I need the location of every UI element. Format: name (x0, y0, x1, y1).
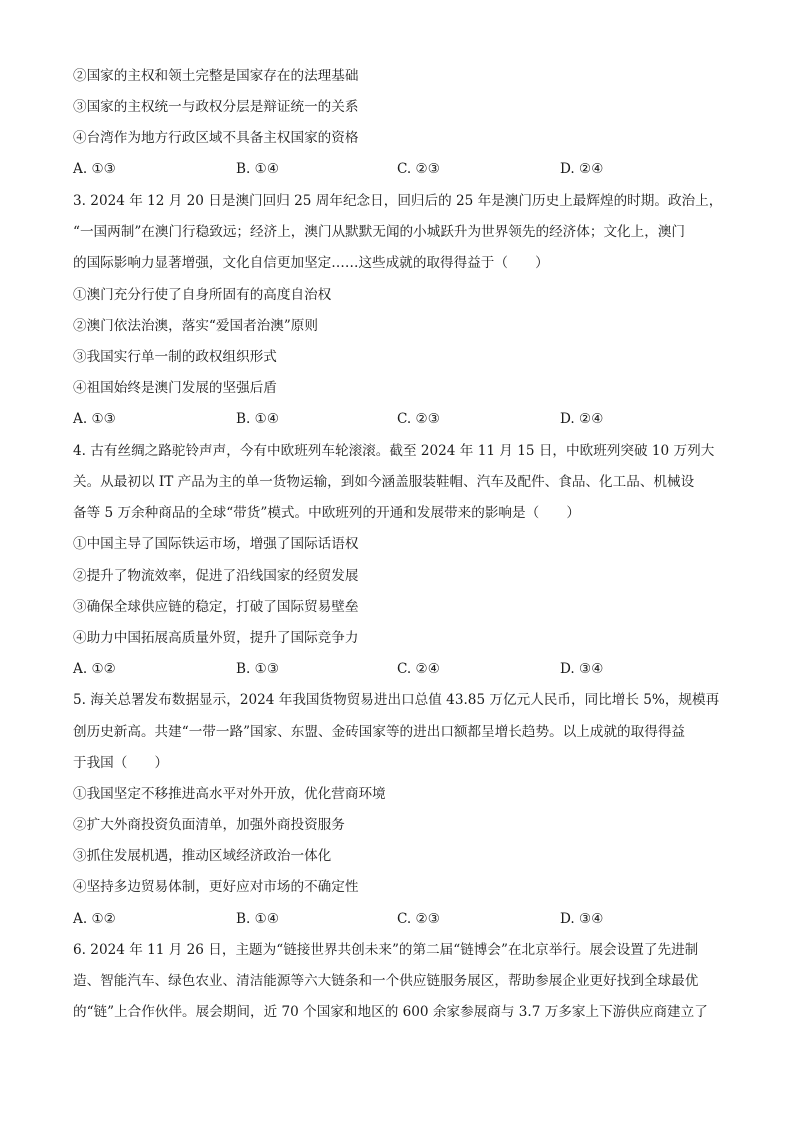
q4-stem-line-3: 备等 5 万余种商品的全球“带货”模式。中欧班列的开通和发展带来的影响是（ ） (73, 505, 580, 521)
q3-statement-3: ③我国实行单一制的政权组织形式 (73, 349, 277, 365)
q4-stem-line-1: 4. 古有丝绸之路驼铃声声，今有中欧班列车轮滚滚。截至 2024 年 11 月 15 日，中欧班列突破 10 万列大 (73, 443, 715, 459)
q2-option-b: B. ①④ (236, 161, 280, 177)
q5-option-a: A. ①② (73, 911, 116, 927)
q5-option-b: B. ①④ (236, 911, 280, 927)
q3-stem-line-1: 3. 2024 年 12 月 20 日是澳门回归 25 周年纪念日，回归后的 25 年是澳门历史上最辉煌的时期。政治上， (73, 193, 723, 209)
q4-statement-2: ②提升了物流效率，促进了沿线国家的经贸发展 (73, 568, 359, 584)
q4-statement-1: ①中国主导了国际铁运市场，增强了国际话语权 (73, 536, 359, 552)
q5-statement-3: ③抓住发展机遇，推动区域经济政治一体化 (73, 848, 332, 864)
q3-options (73, 409, 723, 429)
q6-stem-line-3: 的“链”上合作伙伴。展会期间，近 70 个国家和地区的 600 余家参展商与 3.7 万多家上下游供应商建立了 (73, 1004, 708, 1020)
q3-statement-1: ①澳门充分行使了自身所固有的高度自治权 (73, 287, 332, 303)
q4-option-b: B. ①③ (236, 661, 280, 677)
q5-statement-2: ②扩大外商投资负面清单，加强外商投资服务 (73, 817, 345, 833)
q3-option-d: D. ②④ (560, 411, 604, 427)
q3-statement-2: ②澳门依法治澳，落实“爱国者治澳”原则 (73, 318, 318, 334)
q4-options (73, 659, 723, 679)
q2-statement-3: ③国家的主权统一与政权分层是辩证统一的关系 (73, 99, 359, 115)
q3-stem-line-3: 的国际影响力显著增强，文化自信更加坚定……这些成就的取得得益于（ ） (73, 255, 549, 271)
q4-option-c: C. ②④ (397, 661, 440, 677)
q4-statement-3: ③确保全球供应链的稳定，打破了国际贸易壁垒 (73, 599, 359, 615)
q3-option-a: A. ①③ (73, 411, 116, 427)
q5-statement-4: ④坚持多边贸易体制，更好应对市场的不确定性 (73, 879, 359, 895)
q5-stem-line-1: 5. 海关总署发布数据显示，2024 年我国货物贸易进出口总值 43.85 万亿元人民币，同比增长 5%，规模再 (73, 692, 720, 708)
q4-statement-4: ④助力中国拓展高质量外贸，提升了国际竞争力 (73, 630, 359, 646)
q5-statement-1: ①我国坚定不移推进高水平对外开放，优化营商环境 (73, 786, 386, 802)
q3-stem-line-2: “一国两制”在澳门行稳致远；经济上，澳门从默默无闻的小城跃升为世界领先的经济体；文化上，澳门 (73, 224, 686, 240)
q2-options (73, 159, 723, 179)
q4-option-d: D. ③④ (560, 661, 604, 677)
q5-option-c: C. ②③ (397, 911, 440, 927)
q3-statement-4: ④祖国始终是澳门发展的坚强后盾 (73, 380, 277, 396)
q2-statement-2: ②国家的主权和领土完整是国家存在的法理基础 (73, 68, 359, 84)
q4-option-a: A. ①② (73, 661, 116, 677)
q2-option-d: D. ②④ (560, 161, 604, 177)
q5-stem-line-2: 创历史新高。共建“一带一路”国家、东盟、金砖国家等的进出口额都呈增长趋势。以上成就的取得得益 (73, 724, 686, 740)
q4-stem-line-2: 关。从最初以 IT 产品为主的单一货物运输，到如今涵盖服装鞋帽、汽车及配件、食品、化工品、机械设 (73, 474, 695, 490)
q2-statement-4: ④台湾作为地方行政区域不具备主权国家的资格 (73, 130, 359, 146)
q2-option-c: C. ②③ (397, 161, 440, 177)
q5-options (73, 909, 723, 929)
q6-stem-line-2: 造、智能汽车、绿色农业、清洁能源等六大链条和一个供应链服务展区，帮助参展企业更好找到全球最优 (73, 973, 699, 989)
q3-option-b: B. ①④ (236, 411, 280, 427)
q5-option-d: D. ③④ (560, 911, 604, 927)
q2-option-a: A. ①③ (73, 161, 116, 177)
q3-option-c: C. ②③ (397, 411, 440, 427)
q6-stem-line-1: 6. 2024 年 11 月 26 日，主题为“链接世界共创未来”的第二届“链博会”在北京举行。展会设置了先进制 (73, 942, 699, 958)
q5-stem-line-3: 于我国（ ） (73, 755, 169, 771)
